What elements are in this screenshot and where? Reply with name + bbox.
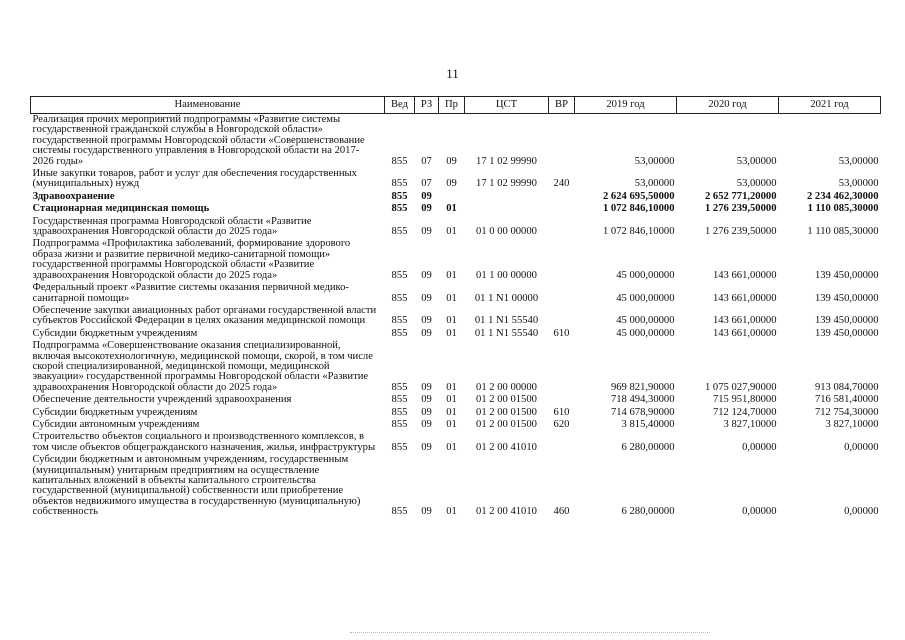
row-value-2020: 53,00000 [736,178,777,190]
row-cst: 01 1 N1 55540 [474,327,539,339]
row-value-2019: 714 678,90000 [610,406,675,418]
row-cst: 01 2 00 41010 [476,506,537,518]
row-value-2019: 2 624 695,50000 [602,190,675,202]
table-row [31,114,881,169]
row-rz: 09 [421,226,432,238]
row-value-2021: 3 827,10000 [825,418,879,430]
row-value-2020: 0,00000 [742,441,777,453]
table-row [31,191,881,203]
row-value-2020: 712 124,70000 [712,406,777,418]
header-pr: Пр [439,97,465,114]
row-cst: 01 2 00 01500 [476,418,537,430]
row-pr: 09 [446,155,457,167]
row-vr [549,282,575,305]
row-value-2019: 718 494,30000 [610,394,675,406]
row-vr [549,114,575,169]
row-value-2019: 6 280,00000 [621,441,675,453]
row-value-2021: 139 450,00000 [814,292,879,304]
row-value-2021: 712 754,30000 [814,406,879,418]
row-ved: 855 [391,506,408,518]
table-row [31,168,881,191]
row-pr: 01 [446,327,457,339]
row-value-2021: 139 450,00000 [814,327,879,339]
row-pr: 01 [446,226,457,238]
row-value-2021: 0,00000 [844,441,879,453]
row-value-2019: 3 815,40000 [621,418,675,430]
row-name: Субсидии бюджетным и автономным учреждениям, государственным (муниципальным) унитарным предприятиям на осуществление капитальных вложений в объекты капитального строительства государственной (муниципальной) собственности или приобретение объектов недвижимого имущества в государственную (муниципальную) собственность [32,454,361,518]
row-value-2021: 1 110 085,30000 [807,226,879,238]
row-value-2019: 1 072 846,10000 [602,203,675,215]
row-value-2020: 3 827,10000 [723,418,777,430]
row-value-2021: 139 450,00000 [814,315,879,327]
row-ved: 855 [391,226,408,238]
table-row [31,407,881,419]
row-value-2021: 2 234 462,30000 [806,190,879,202]
row-vr [549,216,575,239]
row-value-2021: 53,00000 [838,178,879,190]
row-pr [439,191,465,203]
row-value-2019: 45 000,00000 [616,327,675,339]
row-cst: 01 1 N1 55540 [474,315,539,327]
row-name: Обеспечение деятельности учреждений здравоохранения [32,394,292,406]
row-rz: 09 [421,394,432,406]
row-name: Строительство объектов социального и производственного комплексов, в том числе объектов общегражданского назначения, жилья, инфраструктуры [32,431,376,453]
header-vr: ВР [549,97,575,114]
row-value-2020: 0,00000 [742,506,777,518]
row-name: Здравоохранение [32,190,115,202]
row-name: Иные закупки товаров, работ и услуг для обеспечения государственных (муниципальных) нужд [32,168,357,190]
row-value-2020: 53,00000 [736,155,777,167]
table-row [31,454,881,518]
table-row [31,394,881,406]
header-2019: 2019 год [575,97,677,114]
row-ved: 855 [391,441,408,453]
row-value-2020: 143 661,00000 [712,269,777,281]
header-2021: 2021 год [779,97,881,114]
row-ved: 855 [391,381,408,393]
row-vr [549,238,575,282]
row-value-2021: 1 110 085,30000 [807,203,879,215]
table-row [31,340,881,394]
row-cst: 01 2 00 41010 [476,441,537,453]
row-cst: 01 0 00 00000 [476,226,537,238]
table-header-row [31,97,881,114]
row-value-2020: 1 075 027,90000 [704,381,777,393]
row-vr [549,203,575,215]
row-cst: 01 2 00 00000 [476,381,537,393]
row-rz: 07 [421,155,432,167]
row-rz: 09 [421,315,432,327]
table-row [31,419,881,431]
row-pr: 01 [446,394,457,406]
scan-artifact [350,632,710,635]
row-vr [549,305,575,328]
row-rz: 09 [421,327,432,339]
row-value-2021: 139 450,00000 [814,269,879,281]
row-rz: 09 [421,381,432,393]
row-value-2021: 53,00000 [838,155,879,167]
row-vr: 620 [553,418,570,430]
row-pr: 01 [446,315,457,327]
row-value-2020: 143 661,00000 [712,315,777,327]
row-name: Субсидии бюджетным учреждениям [32,406,198,418]
row-ved: 855 [391,203,408,215]
row-ved: 855 [391,406,408,418]
row-cst: 01 2 00 01500 [476,394,537,406]
row-name: Реализация прочих мероприятий подпрограммы «Развитие системы государственной гражданской службы в Новгородской области» государственной программы Новгородской области «Совершенствование системы государственного управления в Новгородской области на 2017-2026 годы» [32,114,365,167]
row-value-2019: 53,00000 [634,178,675,190]
row-vr: 610 [553,406,570,418]
row-ved: 855 [391,292,408,304]
row-value-2019: 6 280,00000 [621,506,675,518]
row-cst: 01 1 N1 00000 [474,292,539,304]
row-value-2021: 716 581,40000 [814,394,879,406]
row-value-2019: 969 821,90000 [610,381,675,393]
row-value-2020: 143 661,00000 [712,292,777,304]
page-number: 11 [446,66,459,81]
row-name: Субсидии бюджетным учреждениям [32,327,198,339]
row-pr: 01 [446,269,457,281]
row-pr: 01 [446,406,457,418]
row-value-2020: 2 652 771,20000 [704,190,777,202]
row-value-2021: 913 084,70000 [814,381,879,393]
row-value-2020: 715 951,80000 [712,394,777,406]
row-value-2020: 1 276 239,50000 [704,226,777,238]
row-cst: 01 1 00 00000 [476,269,537,281]
table-row [31,282,881,305]
row-rz: 09 [421,406,432,418]
header-name: Наименование [31,97,385,114]
row-vr [549,394,575,406]
row-rz: 09 [421,203,432,215]
row-name: Федеральный проект «Развитие системы оказания первичной медико-санитарной помощи» [32,282,349,304]
table-row [31,238,881,282]
row-value-2019: 1 072 846,10000 [602,226,675,238]
table-row [31,203,881,215]
row-pr: 01 [446,441,457,453]
row-ved: 855 [391,327,408,339]
row-name: Государственная программа Новгородской области «Развитие здравоохранения Новгородской области до 2025 года» [32,215,312,238]
row-value-2021: 0,00000 [844,506,879,518]
row-ved: 855 [391,190,408,202]
row-pr: 01 [446,381,457,393]
table-row [31,216,881,239]
header-ved: Вед [385,97,415,114]
row-ved: 855 [391,178,408,190]
row-vr: 460 [553,506,570,518]
row-pr: 01 [446,506,457,518]
row-value-2019: 45 000,00000 [616,269,675,281]
row-cst: 01 2 00 01500 [476,406,537,418]
row-rz: 09 [421,441,432,453]
row-vr [549,340,575,394]
row-name: Субсидии автономным учреждениям [32,418,200,430]
row-value-2019: 53,00000 [634,155,675,167]
row-value-2020: 1 276 239,50000 [704,203,777,215]
row-ved: 855 [391,155,408,167]
row-name: Подпрограмма «Совершенствование оказания специализированной, включая высокотехнологичную, медицинской помощи, скорой, в том числе скорой специализированной, медицинской помощи, медицинской эвакуации» государственной программы Новгородской области «Развитие здравоохранения Новгородской области до 2025 года» [32,340,373,393]
budget-table [30,96,881,519]
header-cst: ЦСТ [465,97,549,114]
row-rz: 07 [421,178,432,190]
row-cst: 17 1 02 99990 [476,178,537,190]
row-cst: 17 1 02 99990 [476,155,537,167]
table-row [31,305,881,328]
row-pr: 01 [446,292,457,304]
row-name: Стационарная медицинская помощь [32,203,210,215]
row-pr: 01 [446,418,457,430]
row-value-2019: 45 000,00000 [616,315,675,327]
row-vr: 240 [553,178,570,190]
row-vr: 610 [553,327,570,339]
row-vr [549,191,575,203]
header-2020: 2020 год [677,97,779,114]
row-ved: 855 [391,269,408,281]
row-cst [465,203,549,215]
header-rz: РЗ [415,97,439,114]
row-ved: 855 [391,315,408,327]
row-name: Обеспечение закупки авиационных работ органами государственной власти субъектов Российской Федерации в целях оказания медицинской помощи [32,304,377,327]
row-name: Подпрограмма «Профилактика заболеваний, формирование здорового образа жизни и развитие первичной медико-санитарной помощи» государственной программы Новгородской области «Развитие здравоохранения Новгородской области до 2025 года» [32,238,351,281]
row-rz: 09 [421,506,432,518]
table-row [31,328,881,340]
row-rz: 09 [421,190,432,202]
row-rz: 09 [421,269,432,281]
row-value-2019: 45 000,00000 [616,292,675,304]
row-value-2020: 143 661,00000 [712,327,777,339]
row-vr [549,431,575,454]
row-cst [465,191,549,203]
row-rz: 09 [421,292,432,304]
row-ved: 855 [391,418,408,430]
row-ved: 855 [391,394,408,406]
row-pr: 01 [446,203,457,215]
table-row [31,431,881,454]
row-rz: 09 [421,418,432,430]
row-pr: 09 [446,178,457,190]
